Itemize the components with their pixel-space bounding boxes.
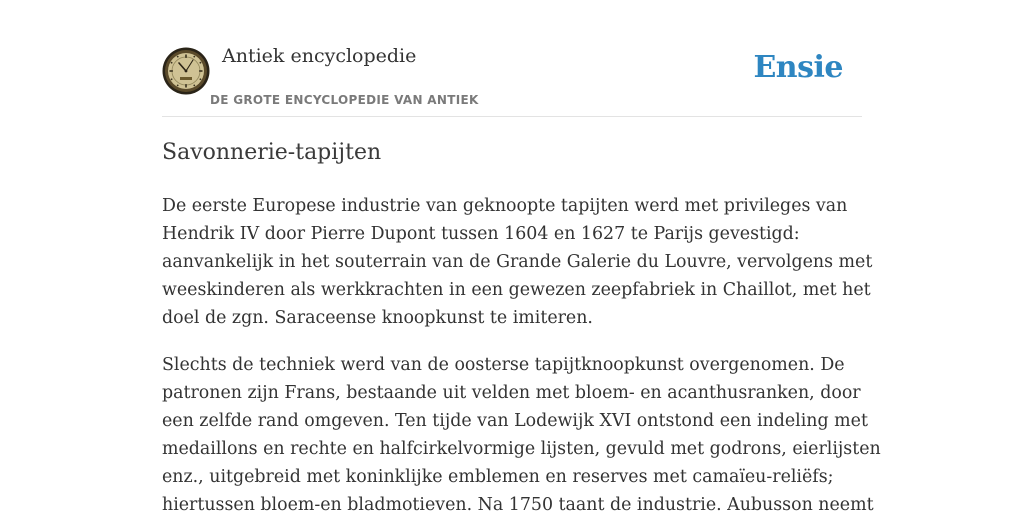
site-header [162, 0, 862, 117]
paragraph [162, 192, 873, 332]
site-title-link[interactable]: Antiek encyclopedie [222, 45, 417, 67]
ensie-brand-logo[interactable]: Ensie [753, 50, 843, 85]
site-subtitle: DE GROTE ENCYCLOPEDIE VAN ANTIEK [210, 93, 479, 107]
article-title: Savonnerie-tapijten [162, 140, 382, 165]
text-line: aanvankelijk in het souterrain van de Grande Galerie du Louvre, vervolgens met [162, 252, 873, 272]
text-line: hiertussen bloem-en bladmotieven. Na 1750 taant de industrie. Aubusson neemt [162, 495, 874, 512]
text-line: Hendrik IV door Pierre Dupont tussen 1604 en 1627 te Parijs gevestigd: [162, 224, 800, 244]
text-line: Slechts de techniek werd van de oosterse tapijtknoopkunst overgenomen. De [162, 355, 845, 375]
text-line: patronen zijn Frans, bestaande uit velden met bloem- en acanthusranken, door [162, 383, 861, 403]
article-body [162, 192, 881, 512]
text-line: weeskinderen als werkkrachten in een gewezen zeepfabriek in Chaillot, met het [162, 280, 871, 300]
text-line: een zelfde rand omgeven. Ten tijde van Lodewijk XVI ontstond een indeling met [162, 411, 868, 431]
text-line: medaillons en rechte en halfcirkelvormige lijsten, gevuld met godrons, eierlijsten [162, 439, 881, 459]
paragraph [162, 351, 881, 512]
text-line: enz., uitgebreid met koninklijke emblemen en reserves met camaïeu-reliëfs; [162, 467, 834, 487]
text-line: De eerste Europese industrie van geknoopte tapijten werd met privileges van [162, 196, 848, 216]
text-line: doel de zgn. Saraceense knoopkunst te imiteren. [162, 308, 593, 328]
antique-clock-icon[interactable] [162, 47, 210, 95]
